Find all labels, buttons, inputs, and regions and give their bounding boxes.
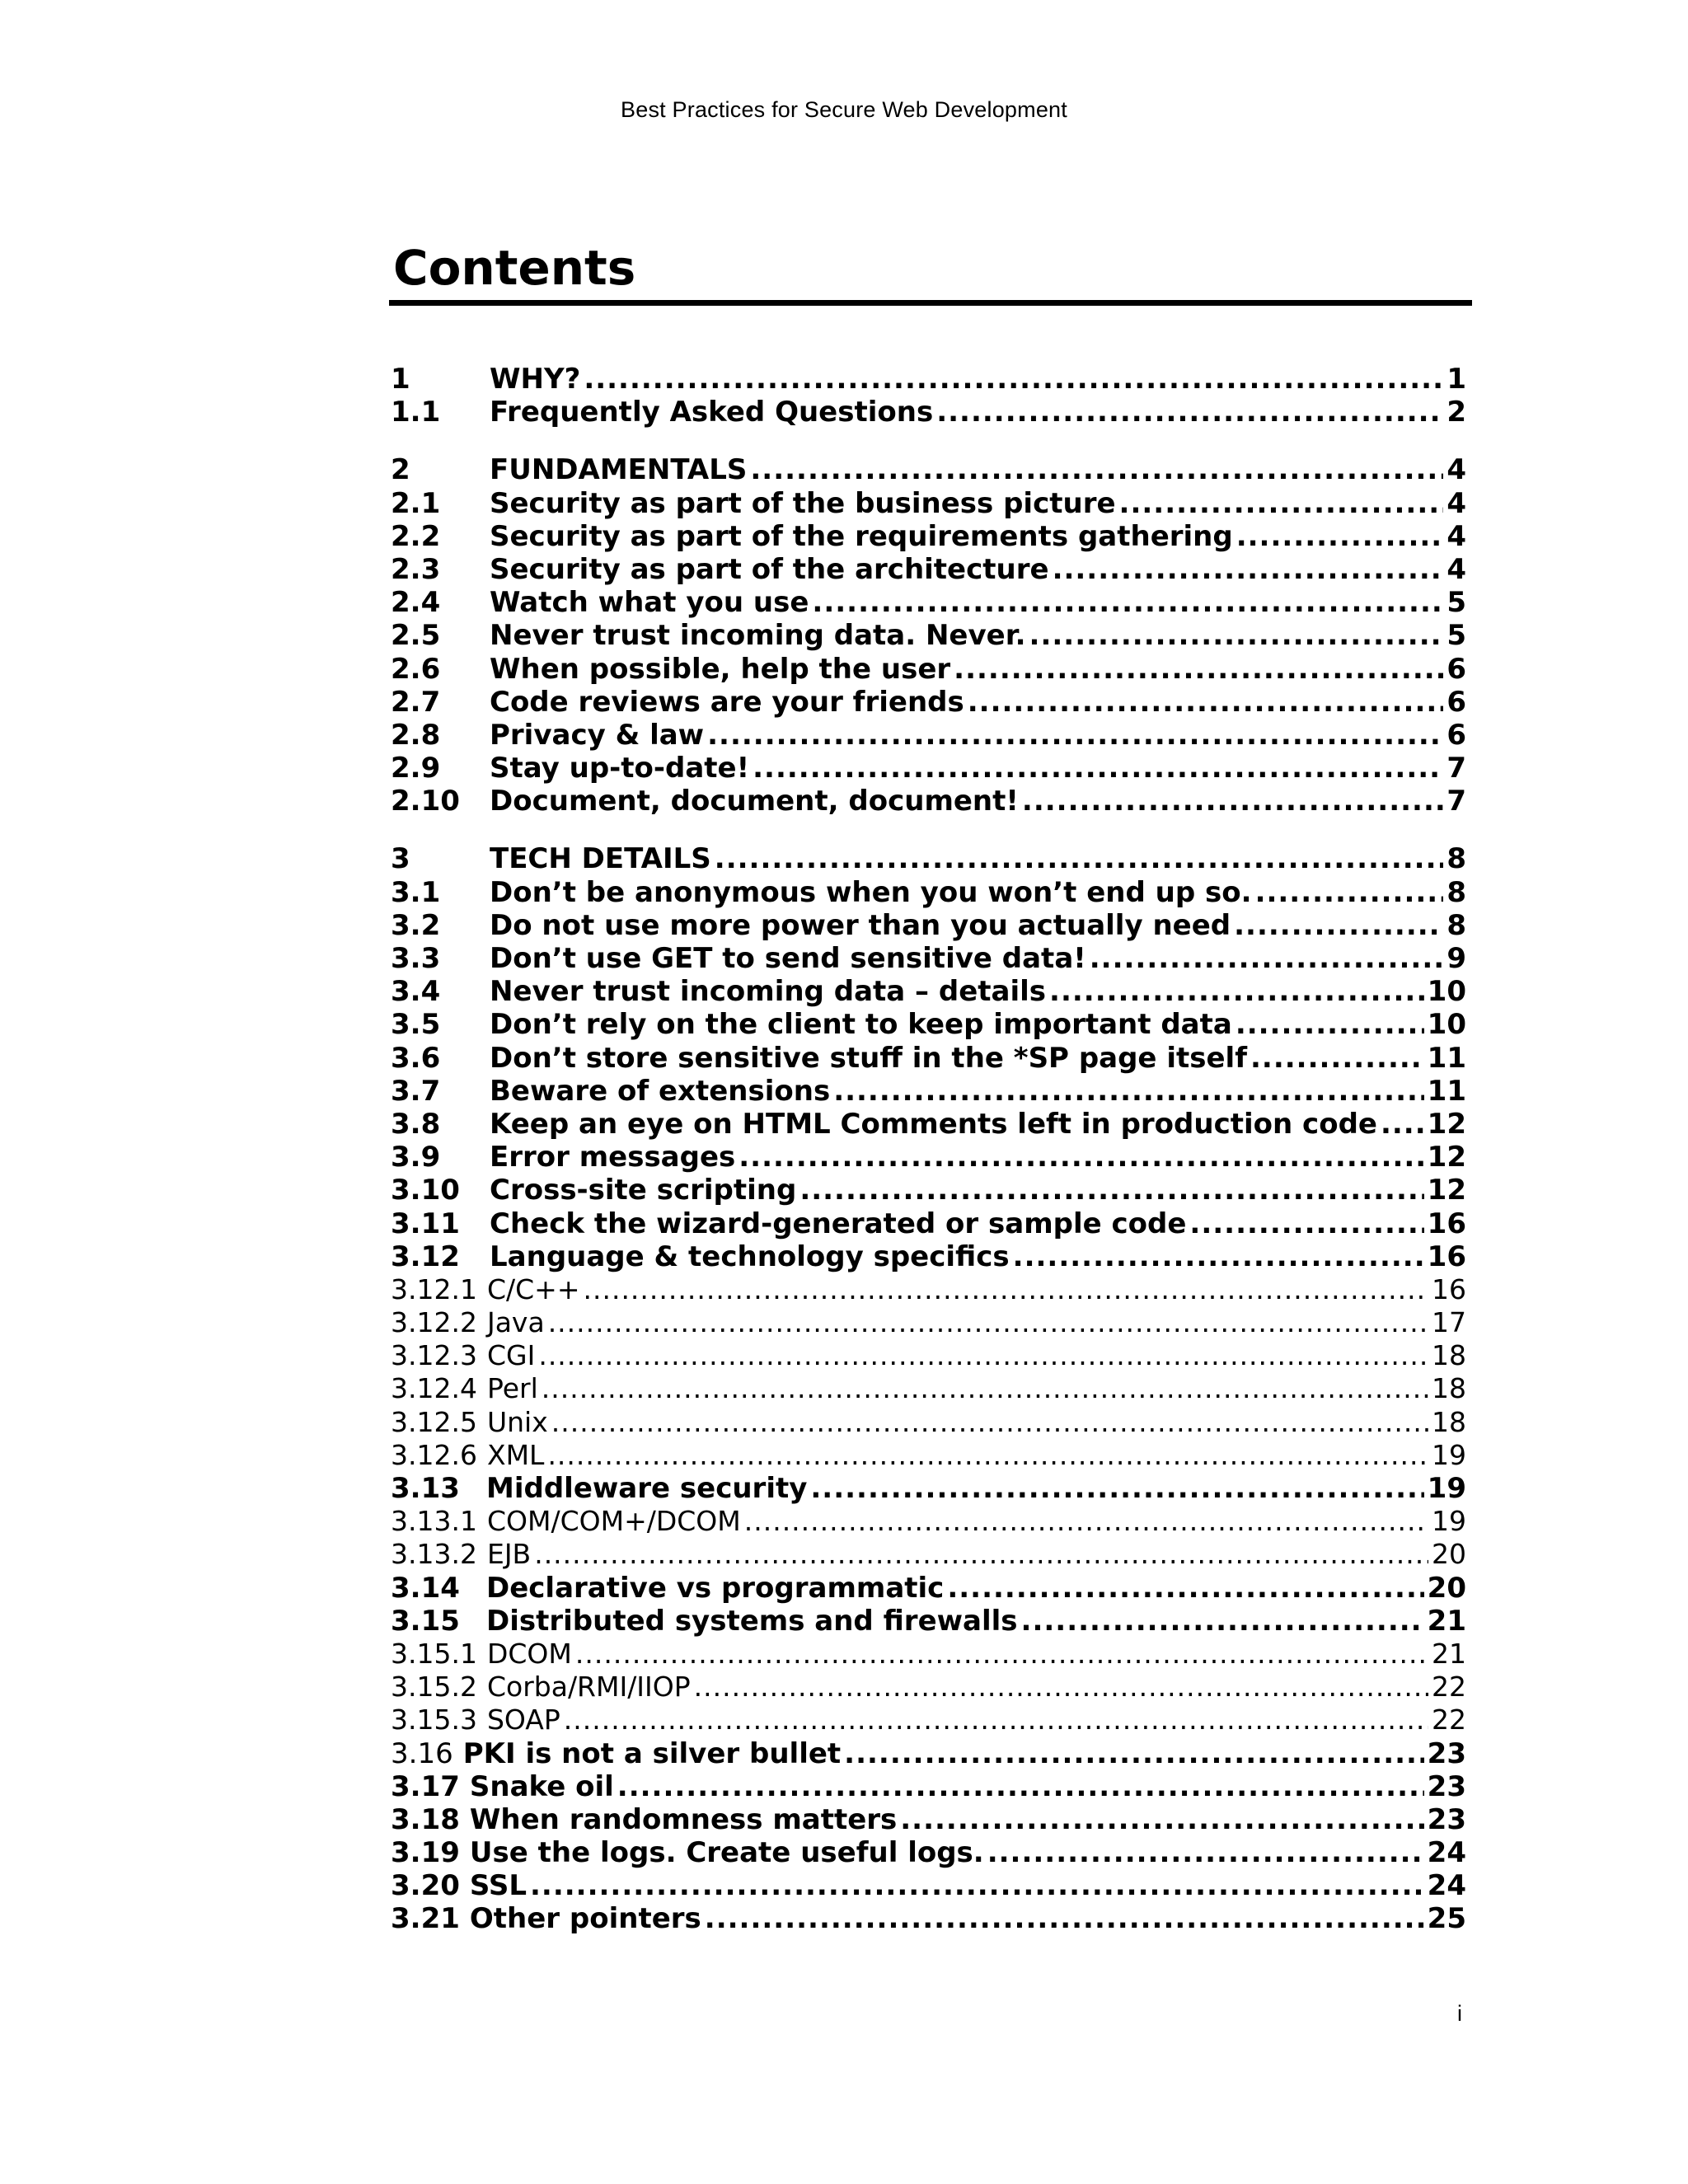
toc-entry-page: 10	[1427, 975, 1466, 1009]
toc-entry[interactable]	[391, 1439, 1466, 1472]
toc-entry-number: 3.13.2	[391, 1538, 477, 1571]
toc-entry-number: 3.15.2	[391, 1671, 477, 1704]
toc-entry-label: PKI is not a silver bullet	[462, 1736, 842, 1770]
dot-leader	[1189, 1207, 1423, 1240]
toc-entry-label: Stay up-to-date!	[490, 752, 750, 785]
dot-leader	[744, 1505, 1428, 1538]
dot-leader	[542, 1372, 1428, 1405]
toc-entry-label: Declarative vs programmatic	[486, 1571, 945, 1605]
toc-entry-page: 20	[1427, 1571, 1466, 1605]
toc-entry-label: Security as part of the requirements gathering	[490, 519, 1233, 553]
dot-leader	[799, 1174, 1423, 1207]
dot-leader	[707, 719, 1443, 752]
toc-entry[interactable]	[391, 1605, 1466, 1638]
toc-entry-number: 2.10	[391, 785, 460, 818]
dot-leader	[1381, 1108, 1424, 1141]
toc-entry-label: Snake oil	[469, 1769, 614, 1803]
toc-entry-label: Frequently Asked Questions	[490, 396, 934, 429]
toc-entry-page: 16	[1432, 1272, 1466, 1305]
toc-entry[interactable]	[391, 1174, 1466, 1207]
toc-entry-page: 24	[1427, 1836, 1466, 1870]
toc-entry-number: 3.12.6	[391, 1438, 477, 1471]
toc-entry-label: When randomness matters	[469, 1802, 898, 1836]
dot-leader	[947, 1572, 1423, 1605]
toc-entry-number: 3.12.4	[391, 1372, 477, 1405]
toc-entry-number: 1	[391, 363, 410, 396]
toc-entry[interactable]	[391, 785, 1466, 818]
toc-entry[interactable]	[391, 1572, 1466, 1605]
toc-entry-page: 18	[1432, 1405, 1466, 1438]
toc-entry[interactable]	[391, 1505, 1466, 1538]
toc-entry-number: 3.5	[391, 1008, 441, 1042]
toc-entry-number: 3.19	[391, 1836, 460, 1870]
toc-entry-number: 3.12.5	[391, 1405, 477, 1438]
dot-leader	[715, 842, 1444, 875]
toc-entry-page: 22	[1432, 1704, 1466, 1736]
toc-entry-label: Don’t use GET to send sensitive data!	[490, 942, 1086, 975]
toc-entry-number: 2.8	[391, 718, 441, 752]
toc-entry-label: FUNDAMENTALS	[490, 453, 748, 487]
toc-entry[interactable]	[391, 1141, 1466, 1174]
page-title: Contents	[393, 240, 636, 296]
toc-entry-page: 4	[1447, 453, 1466, 487]
dot-leader	[1021, 1605, 1424, 1638]
dot-leader	[530, 1869, 1424, 1902]
toc-entry-number: 3.12	[391, 1240, 460, 1273]
toc-entry[interactable]	[391, 1472, 1466, 1505]
toc-entry[interactable]	[391, 1207, 1466, 1240]
toc-entry-number: 3.2	[391, 908, 441, 942]
toc-entry[interactable]	[391, 1638, 1466, 1671]
toc-entry-label: Never trust incoming data – details	[490, 975, 1047, 1009]
toc-entry-label: Privacy & law	[490, 718, 705, 752]
toc-entry[interactable]	[391, 1737, 1466, 1770]
dot-leader	[738, 1141, 1423, 1174]
toc-entry-number: 2.6	[391, 652, 441, 686]
dot-leader	[551, 1406, 1428, 1439]
toc-entry-page: 6	[1447, 685, 1466, 719]
toc-entry-label: Use the logs. Create useful logs.	[469, 1836, 984, 1870]
toc-entry-page: 11	[1427, 1041, 1466, 1075]
dot-leader	[968, 686, 1444, 719]
toc-entry[interactable]	[391, 942, 1466, 975]
toc-entry-page: 21	[1432, 1637, 1466, 1670]
toc-entry-number: 3.1	[391, 875, 441, 909]
toc-entry-number: 3.14	[391, 1571, 460, 1605]
toc-entry-number: 2.3	[391, 552, 441, 586]
toc-entry-page: 10	[1427, 1008, 1466, 1042]
toc-entry-page: 5	[1447, 619, 1466, 653]
toc-entry-label: Don’t be anonymous when you won’t end up so.	[490, 875, 1252, 909]
toc-entry-page: 6	[1447, 652, 1466, 686]
toc-entry[interactable]	[391, 686, 1466, 719]
dot-leader	[810, 1472, 1423, 1505]
toc-entry[interactable]	[391, 975, 1466, 1008]
dot-leader	[1053, 553, 1444, 586]
toc-entry-label: Middleware security	[486, 1472, 808, 1505]
dot-leader	[617, 1770, 1424, 1803]
toc-entry-page: 24	[1427, 1869, 1466, 1903]
toc-entry[interactable]	[391, 1306, 1466, 1339]
toc-entry-number: 3.17	[391, 1769, 460, 1803]
toc-entry-page: 12	[1427, 1141, 1466, 1174]
toc-entry-page: 12	[1427, 1107, 1466, 1141]
toc-entry-number: 3.9	[391, 1141, 441, 1174]
toc-entry-label: DCOM	[486, 1637, 572, 1670]
toc-entry-number: 2.1	[391, 486, 441, 520]
toc-entry-label: Keep an eye on HTML Comments left in production code	[490, 1107, 1377, 1141]
toc-entry[interactable]	[391, 1008, 1466, 1041]
toc-entry-page: 18	[1432, 1339, 1466, 1372]
toc-entry[interactable]	[391, 876, 1466, 909]
toc-entry-number: 3.21	[391, 1902, 460, 1936]
dot-leader	[1090, 942, 1444, 975]
toc-entry-page: 5	[1447, 586, 1466, 620]
toc-entry-page: 11	[1427, 1074, 1466, 1108]
toc-entry-number: 3.20	[391, 1869, 460, 1903]
toc-entry-number: 3.4	[391, 975, 441, 1009]
toc-entry-label: Don’t rely on the client to keep important data	[490, 1008, 1232, 1042]
toc-entry-label: C/C++	[486, 1272, 580, 1305]
page-number: i	[1457, 2001, 1462, 2026]
toc-entry-label: Beware of extensions	[490, 1074, 831, 1108]
toc-entry[interactable]	[391, 619, 1466, 652]
toc-entry[interactable]	[391, 752, 1466, 785]
toc-entry[interactable]	[391, 520, 1466, 553]
toc-entry[interactable]	[391, 1240, 1466, 1273]
toc-entry-page: 4	[1447, 486, 1466, 520]
toc-entry-page: 20	[1432, 1538, 1466, 1571]
toc-entry-page: 21	[1427, 1604, 1466, 1638]
toc-entry-page: 23	[1427, 1736, 1466, 1770]
toc-entry[interactable]	[391, 1770, 1466, 1803]
toc-entry-number: 2	[391, 453, 410, 487]
dot-leader	[1236, 1008, 1424, 1041]
toc-entry-label: Error messages	[490, 1141, 736, 1174]
toc-entry-number: 3.16	[391, 1736, 453, 1770]
toc-entry-number: 2.2	[391, 519, 441, 553]
dot-leader	[750, 453, 1443, 486]
toc-entry-number: 3.12.3	[391, 1339, 477, 1372]
toc-entry-page: 7	[1447, 785, 1466, 818]
toc-entry-number: 3.10	[391, 1174, 460, 1207]
toc-entry[interactable]	[391, 1836, 1466, 1869]
dot-leader	[1236, 520, 1444, 553]
toc-entry[interactable]	[391, 1042, 1466, 1075]
toc-entry-page: 9	[1447, 942, 1466, 975]
toc-entry-page: 7	[1447, 752, 1466, 785]
toc-entry-number: 2.5	[391, 619, 441, 653]
toc-entry[interactable]	[391, 553, 1466, 586]
toc-entry-label: Security as part of the architecture	[490, 552, 1049, 586]
toc-entry-label: Never trust incoming data. Never.	[490, 619, 1026, 653]
dot-leader	[583, 1273, 1428, 1306]
dot-leader	[753, 752, 1443, 785]
toc-entry[interactable]	[391, 1339, 1466, 1372]
dot-leader	[1029, 619, 1444, 652]
dot-leader	[1119, 487, 1444, 520]
toc-entry-number: 3	[391, 842, 410, 876]
toc-entry-number: 2.7	[391, 685, 441, 719]
toc-entry[interactable]	[391, 1538, 1466, 1571]
toc-entry-label: CGI	[486, 1339, 536, 1372]
toc-entry-number: 3.12.1	[391, 1272, 477, 1305]
toc-entry-label: Java	[486, 1306, 545, 1339]
dot-leader	[1255, 876, 1444, 909]
toc-entry[interactable]	[391, 1075, 1466, 1108]
toc-entry-label: Do not use more power than you actually need	[490, 908, 1231, 942]
toc-entry-page: 16	[1427, 1240, 1466, 1273]
toc-entry-number: 1.1	[391, 396, 441, 429]
toc-entry-label: Security as part of the business picture	[490, 486, 1116, 520]
toc-entry-page: 8	[1447, 842, 1466, 876]
dot-leader	[900, 1803, 1423, 1836]
toc-entry[interactable]	[391, 1869, 1466, 1902]
toc-entry-page: 23	[1427, 1769, 1466, 1803]
toc-entry-page: 23	[1427, 1802, 1466, 1836]
toc-entry-label: SSL	[469, 1869, 528, 1903]
running-header: Best Practices for Secure Web Development	[621, 97, 1067, 122]
title-rule	[389, 300, 1472, 306]
dot-leader	[1049, 975, 1424, 1008]
toc-entry[interactable]	[391, 453, 1466, 486]
toc-entry[interactable]	[391, 363, 1466, 396]
toc-entry-page: 17	[1432, 1306, 1466, 1339]
toc-entry-label: TECH DETAILS	[490, 842, 711, 876]
toc-entry-label: Code reviews are your friends	[490, 685, 964, 719]
dot-leader	[547, 1439, 1428, 1472]
toc-entry[interactable]	[391, 1671, 1466, 1704]
dot-leader	[954, 653, 1443, 686]
toc-entry[interactable]	[391, 396, 1466, 429]
toc-entry-label: XML	[486, 1438, 545, 1471]
dot-leader	[844, 1737, 1424, 1770]
toc-entry-label: Watch what you use	[490, 586, 809, 620]
toc-entry-label: Cross-site scripting	[490, 1174, 797, 1207]
toc-entry-label: COM/COM+/DCOM	[486, 1505, 741, 1538]
dot-leader	[936, 396, 1443, 429]
toc-entry-page: 4	[1447, 552, 1466, 586]
toc-entry[interactable]	[391, 1372, 1466, 1405]
toc-entry[interactable]	[391, 909, 1466, 942]
toc-entry-page: 19	[1432, 1438, 1466, 1471]
toc-entry-label: Corba/RMI/IIOP	[486, 1671, 691, 1704]
dot-leader	[1022, 785, 1443, 818]
toc-entry-page: 22	[1432, 1671, 1466, 1704]
toc-entry-number: 3.18	[391, 1802, 460, 1836]
dot-leader	[812, 586, 1443, 619]
toc-entry-page: 6	[1447, 718, 1466, 752]
dot-leader	[1013, 1240, 1424, 1273]
dot-leader	[705, 1902, 1424, 1935]
toc-entry-number: 2.4	[391, 586, 441, 620]
toc-entry[interactable]	[391, 586, 1466, 619]
dot-leader	[538, 1339, 1428, 1372]
toc-entry-number: 3.13.1	[391, 1505, 477, 1538]
toc-entry[interactable]	[391, 1406, 1466, 1439]
toc-entry[interactable]	[391, 487, 1466, 520]
toc-entry-page: 4	[1447, 519, 1466, 553]
toc-entry-number: 3.6	[391, 1041, 441, 1075]
toc-entry-page: 8	[1447, 908, 1466, 942]
toc-entry-page: 18	[1432, 1372, 1466, 1405]
dot-leader	[694, 1671, 1428, 1704]
toc-entry[interactable]	[391, 653, 1466, 686]
dot-leader	[564, 1704, 1428, 1736]
toc-entry-number: 3.3	[391, 942, 441, 975]
toc-entry[interactable]	[391, 1108, 1466, 1141]
toc-entry[interactable]	[391, 719, 1466, 752]
dot-leader	[1250, 1042, 1424, 1075]
toc-entry[interactable]	[391, 1902, 1466, 1935]
toc-entry-number: 2.9	[391, 752, 441, 785]
toc-entry-number: 3.8	[391, 1107, 441, 1141]
toc-entry-label: Other pointers	[469, 1902, 701, 1936]
toc-entry-page: 25	[1427, 1902, 1466, 1936]
toc-entry-page: 19	[1432, 1505, 1466, 1538]
toc-entry-label: Document, document, document!	[490, 785, 1019, 818]
toc-entry-number: 3.12.2	[391, 1306, 477, 1339]
toc-entry-label: EJB	[486, 1538, 532, 1571]
dot-leader	[833, 1075, 1423, 1108]
toc-entry-page: 2	[1447, 396, 1466, 429]
toc-entry-label: Language & technology specifics	[490, 1240, 1010, 1273]
toc-entry-number: 3.7	[391, 1074, 441, 1108]
table-of-contents	[391, 363, 1466, 1936]
toc-entry[interactable]	[391, 1273, 1466, 1306]
toc-entry-label: When possible, help the user	[490, 652, 951, 686]
toc-entry-number: 3.15.3	[391, 1704, 477, 1736]
toc-entry-number: 3.11	[391, 1207, 460, 1240]
toc-entry[interactable]	[391, 842, 1466, 875]
toc-entry-label: Don’t store sensitive stuff in the *SP page itself	[490, 1041, 1247, 1075]
toc-entry-page: 19	[1427, 1472, 1466, 1505]
toc-entry-label: WHY?	[490, 363, 581, 396]
dot-leader	[987, 1836, 1424, 1869]
toc-entry-page: 12	[1427, 1174, 1466, 1207]
toc-entry-label: Perl	[486, 1372, 538, 1405]
dot-leader	[548, 1306, 1428, 1339]
dot-leader	[575, 1638, 1428, 1671]
dot-leader	[1234, 909, 1443, 942]
toc-entry-page: 16	[1427, 1207, 1466, 1240]
toc-entry-label: Unix	[486, 1405, 548, 1438]
toc-entry-page: 1	[1447, 363, 1466, 396]
toc-entry-page: 8	[1447, 875, 1466, 909]
toc-entry-number: 3.13	[391, 1472, 460, 1505]
toc-entry-label: Distributed systems and firewalls	[486, 1604, 1018, 1638]
toc-entry-number: 3.15.1	[391, 1637, 477, 1670]
toc-entry-number: 3.15	[391, 1604, 460, 1638]
dot-leader	[534, 1538, 1428, 1571]
toc-entry[interactable]	[391, 1704, 1466, 1736]
dot-leader	[584, 363, 1443, 396]
toc-entry[interactable]	[391, 1803, 1466, 1836]
toc-entry-label: SOAP	[486, 1704, 560, 1736]
toc-entry-label: Check the wizard-generated or sample code	[490, 1207, 1187, 1240]
